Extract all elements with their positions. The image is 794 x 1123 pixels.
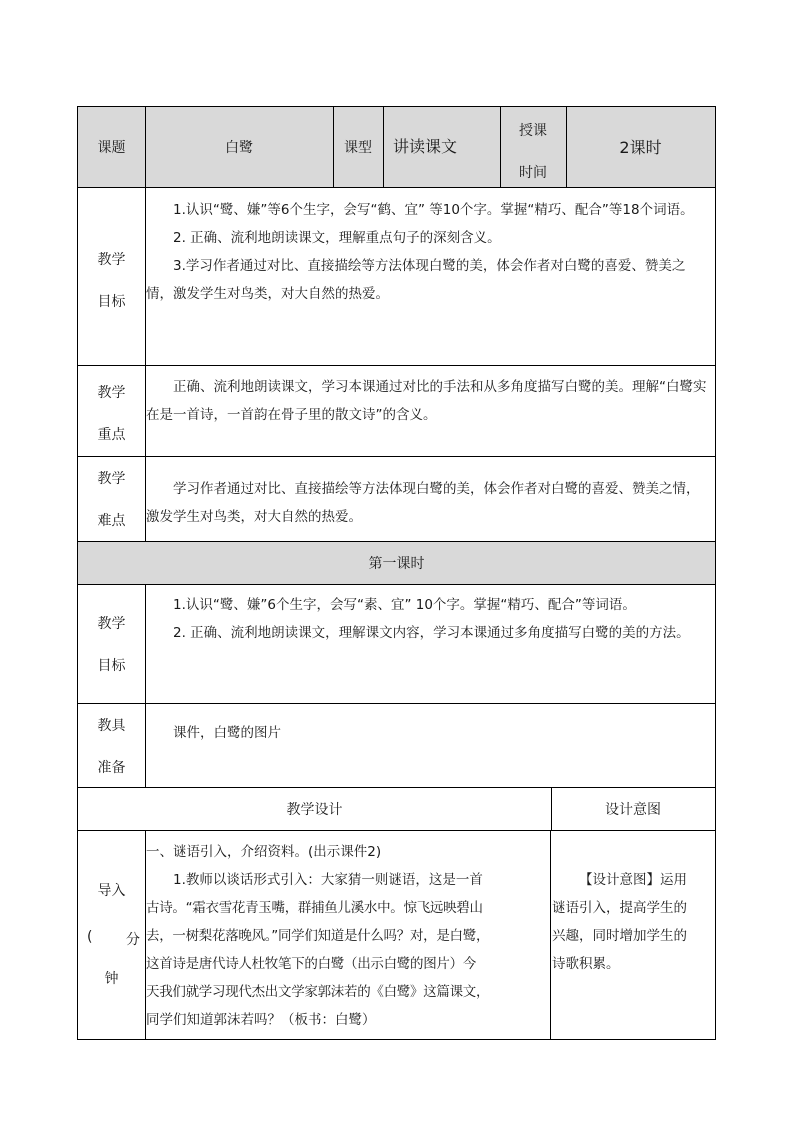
lesson1-goal-1: 1.认识“鹭、嫌”6个生字，会写“素、宜” 10个字。掌握“精巧、配合”等词语。 [173,597,636,613]
goals-paragraph-1: 1.认识“鹭、嫌”等6个生字，会写“鹤、宜” 等10个字。掌握“精巧、配合”等18个词语。 [173,202,694,218]
intro-minutes: 分 [126,932,140,948]
col-border-header-2 [333,106,334,187]
goals-content [146,196,712,308]
intent-line-4: 诗歌积累。 [552,956,620,972]
intro-line-2: 古诗。“霜衣雪花青玉嘴，群捕鱼儿溪水中。惊飞远映碧山 [146,900,483,916]
key-points-label-line-1: 教学 [97,385,126,401]
row-border-lesson1-goals [77,703,716,704]
col-border-design-header [551,787,552,830]
row-border-design-header [77,830,716,831]
intro-content [146,838,550,1034]
lesson1-goals-content [146,591,712,647]
row-border-top [77,106,716,107]
col-border-labels-upper [145,187,146,541]
table-border-left [77,106,78,1040]
goals-label-line-2: 目标 [97,294,126,310]
time-label [500,106,566,187]
type-label: 课型 [344,139,372,156]
intro-line-5: 天我们就学习现代杰出文学家郭沫若的《白鹭》这篇课文， [146,984,490,1000]
key-points-content [146,373,712,429]
row-border-bottom [77,1039,716,1040]
intro-paren: ( [87,929,93,945]
intent-column-header: 设计意图 [605,802,661,818]
tools-label-line-1: 教具 [97,718,126,734]
tools-label [78,705,145,789]
intro-label [78,872,145,1017]
row-border-tools [77,787,716,788]
intent-content [552,866,714,978]
tools-content [146,719,712,747]
intent-line-2: 谜语引入，提高学生的 [552,900,687,916]
difficulties-content [146,475,712,531]
intent-line-1: 【设计意图】运用 [579,872,687,888]
col-border-header-4 [500,106,501,187]
lesson1-goal-2: 2. 正确、流利地朗读课文，理解课文内容，学习本课通过多角度描写白鹭的美的方法。 [173,625,690,641]
lesson1-title: 第一课时 [78,542,715,584]
lesson1-goals-label-line-1: 教学 [97,616,126,632]
time-label-line-2: 时间 [519,165,547,181]
table-border-right [715,106,716,1040]
difficulties-text: 学习作者通过对比、直接描绘等方法体现白鹭的美，体会作者对白鹭的喜爱、赞美之情，激发学生对鸟类，对大自然的热爱。 [146,481,700,525]
intro-line-6: 同学们知道郭沫若吗？（板书：白鹭） [146,1012,376,1028]
design-column-header: 教学设计 [286,802,343,818]
topic-value: 白鹭 [225,139,253,156]
col-border-intro-label [145,830,146,1039]
key-points-label-line-2: 重点 [97,427,126,443]
key-points-text: 正确、流利地朗读课文，学习本课通过对比的手法和从多角度描写白鹭的美。理解“白鹭实在是一首诗，一首韵在骨子里的散文诗”的含义。 [146,379,707,423]
intro-line-3: 去，一树梨花落晚风。”同学们知道是什么吗？对，是白鹭， [146,928,490,944]
intent-line-3: 兴趣，同时增加学生的 [552,928,687,944]
row-border-keypoints [77,456,716,457]
time-label-line-1: 授课 [519,123,547,139]
tools-text: 课件，白鹭的图片 [173,725,281,741]
intro-heading: 一、谜语引入，介绍资料。(出示课件2) [146,844,382,860]
hours-value: 2课时 [619,138,662,157]
goals-label [78,239,145,323]
intro-label-text: 导入 [97,883,126,899]
key-points-label [78,372,145,456]
row-border-lesson1-title [77,584,716,585]
intro-zhong: 钟 [104,971,119,987]
intro-line-4: 这首诗是唐代诗人杜牧笔下的白鹭（出示白鹭的图片）今 [146,956,476,972]
lesson1-goals-label-line-2: 目标 [97,658,126,674]
difficulties-label [78,458,145,542]
intro-line-1: 1.教师以谈话形式引入：大家猜一则谜语，这是一首 [173,872,483,888]
col-border-header-3 [383,106,384,187]
col-border-intro-intent [550,830,551,1039]
row-border-header [77,187,716,188]
col-border-labels-lower [145,584,146,787]
goals-paragraph-2: 2. 正确、流利地朗读课文，理解重点句子的深刻含义。 [173,230,501,246]
goals-paragraph-3: 3.学习作者通过对比、直接描绘等方法体现白鹭的美，体会作者对白鹭的喜爱、赞美之情，激发学生对鸟类，对大自然的热爱。 [146,258,686,302]
goals-label-line-1: 教学 [97,252,126,268]
tools-label-line-2: 准备 [97,760,126,776]
topic-label: 课题 [97,139,126,156]
difficulties-label-line-2: 难点 [97,513,126,529]
col-border-header-1 [145,106,146,187]
col-border-header-5 [566,106,567,187]
lesson1-goals-label [78,603,145,687]
difficulties-label-line-1: 教学 [97,471,126,487]
row-border-difficulties [77,541,716,542]
type-value: 讲读课文 [393,137,458,156]
row-border-goals [77,365,716,366]
